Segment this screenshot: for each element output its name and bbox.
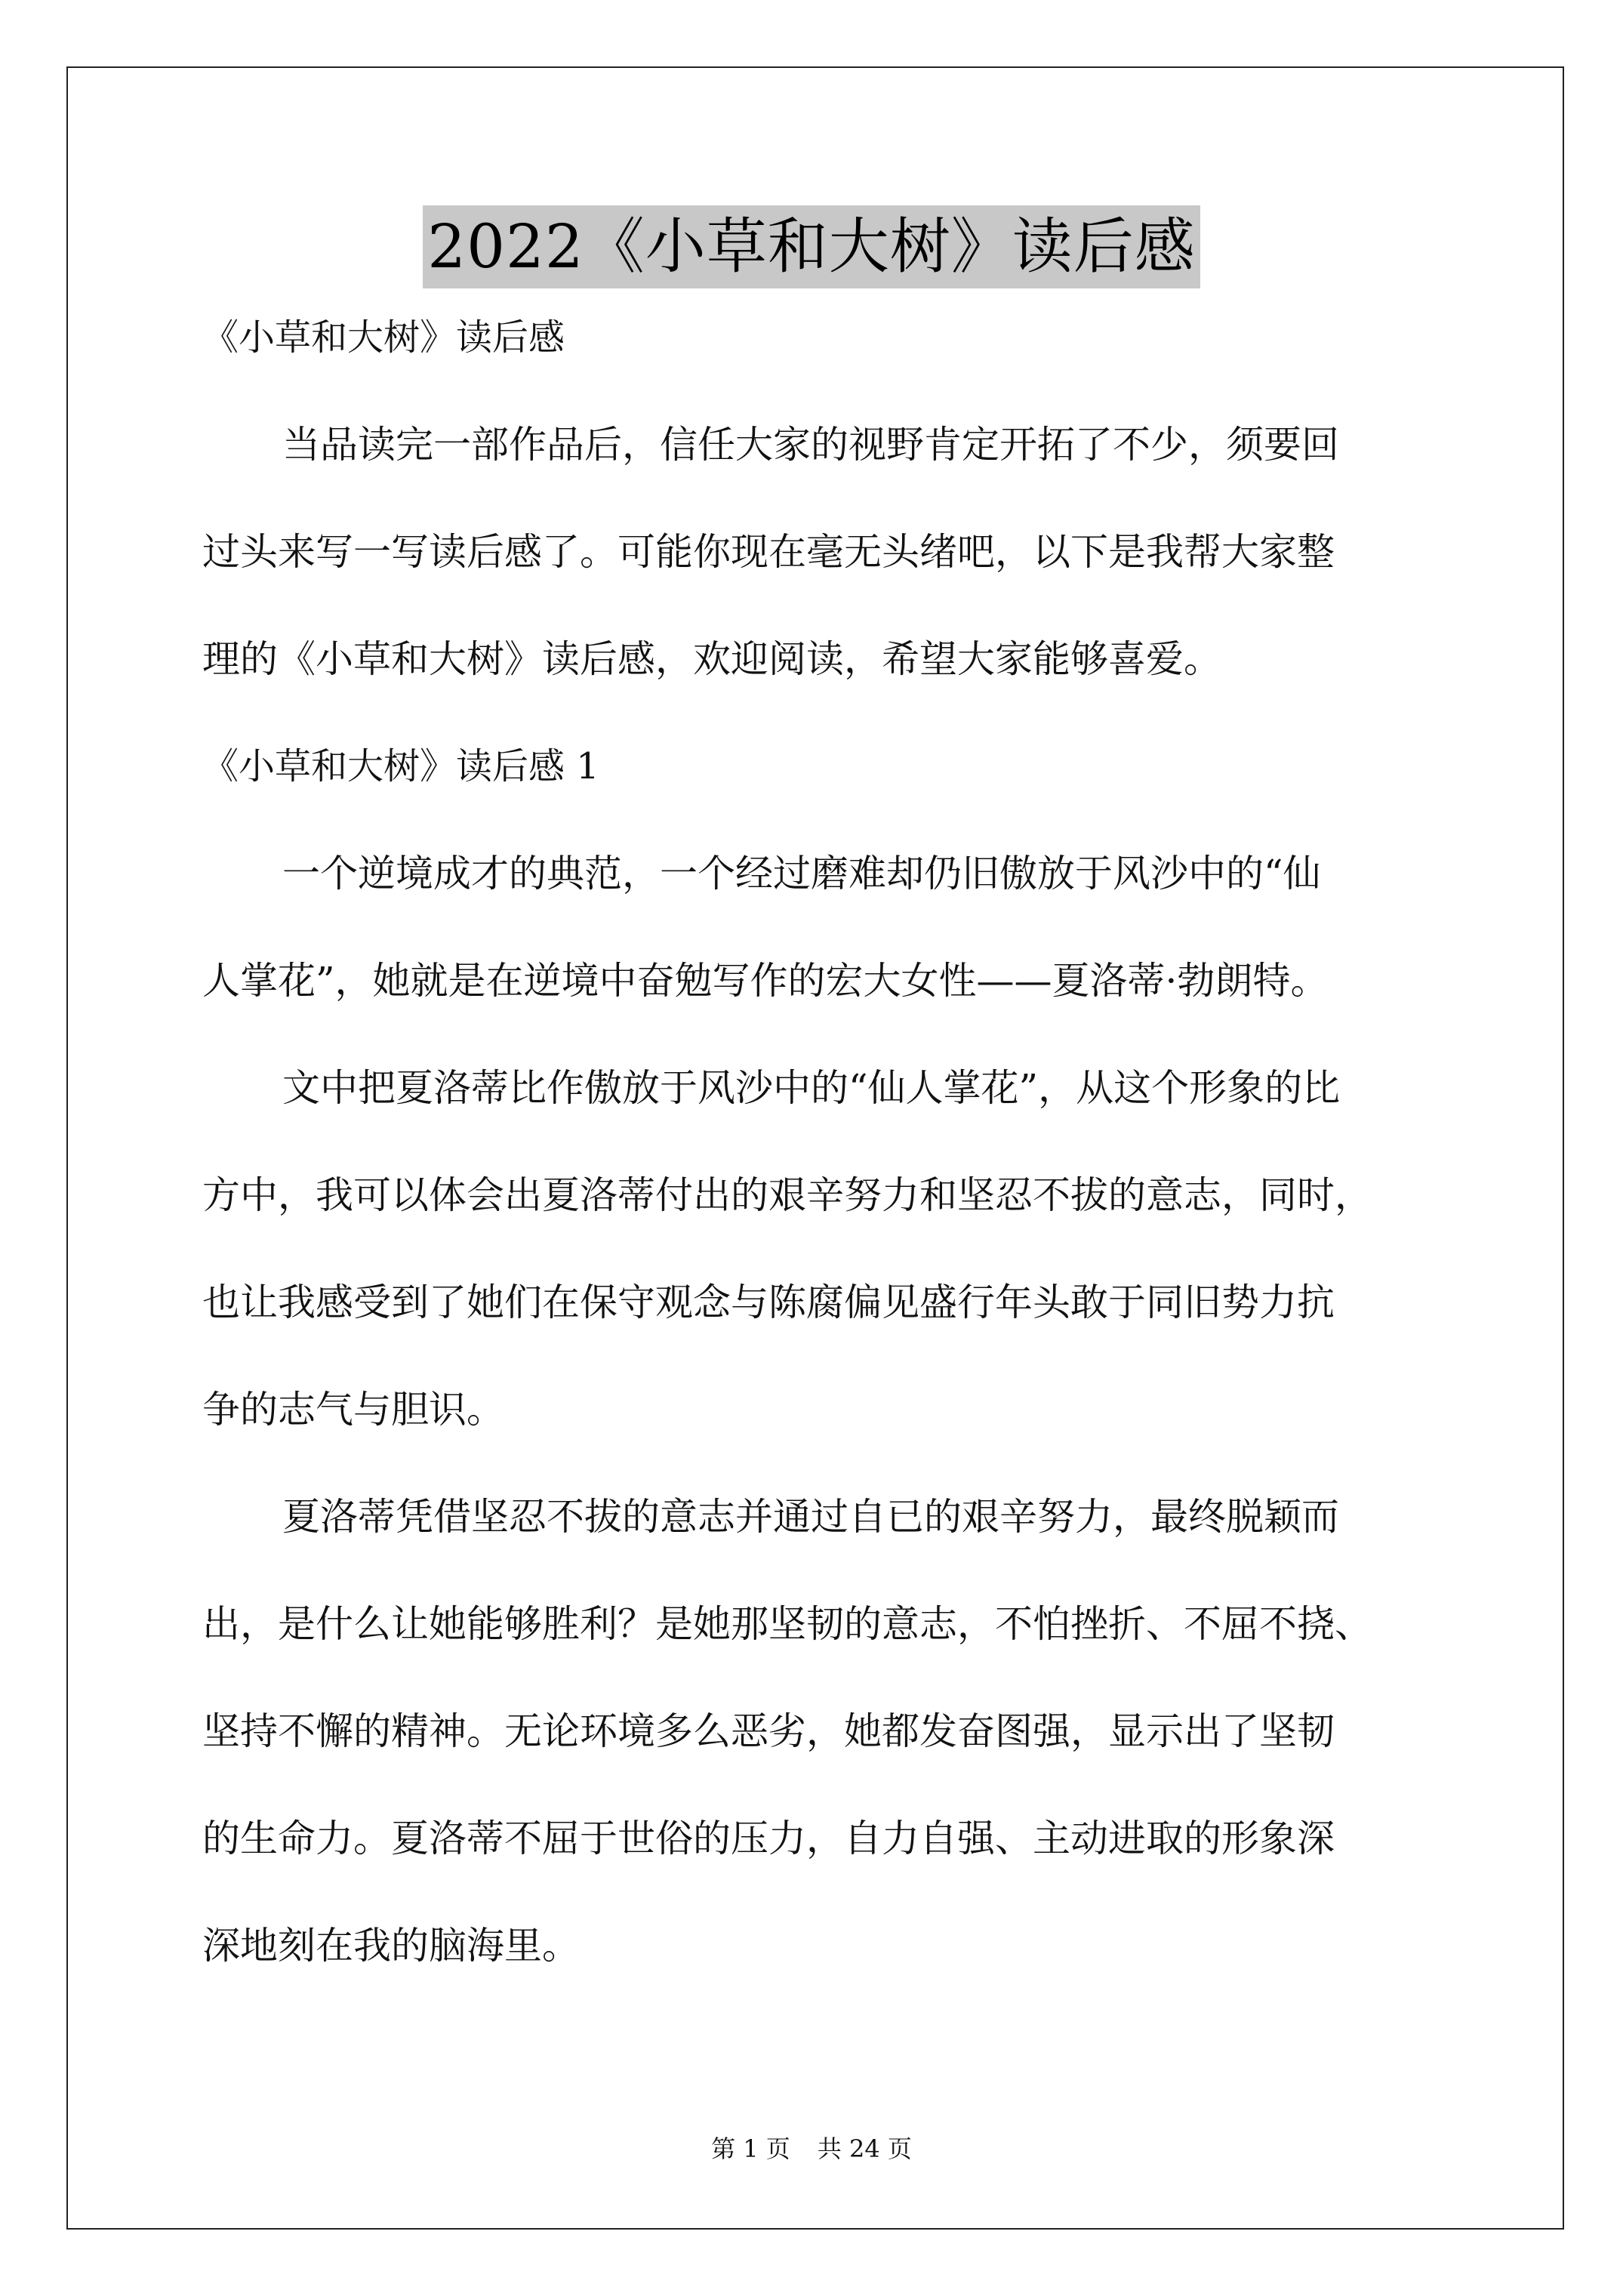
paragraph-line: 人掌花”，她就是在逆境中奋勉写作的宏大女性——夏洛蒂·勃朗特。 [202, 959, 1329, 1003]
paragraph-line: 深地刻在我的脑海里。 [202, 1924, 580, 1968]
paragraph-line: 当品读完一部作品后，信任大家的视野肯定开拓了不少，须要回 [282, 423, 1339, 467]
title-container [0, 205, 1623, 288]
paragraph-line: 夏洛蒂凭借坚忍不拔的意志并通过自已的艰辛努力，最终脱颖而 [282, 1495, 1339, 1539]
section-heading: 《小草和大树》读后感 1 [202, 745, 599, 787]
paragraph-line: 方中，我可以体会出夏洛蒂付出的艰辛努力和坚忍不拔的意志，同时， [202, 1173, 1372, 1217]
paragraph-line: 一个逆境成才的典范，一个经过磨难却仍旧傲放于风沙中的“仙 [282, 852, 1321, 895]
section-heading: 《小草和大树》读后感 [202, 316, 565, 359]
paragraph-line: 争的志气与胆识。 [202, 1388, 504, 1432]
paragraph-line: 也让我感受到了她们在保守观念与陈腐偏见盛行年头敢于同旧势力抗 [202, 1281, 1335, 1324]
paragraph-line: 的生命力。夏洛蒂不屈于世俗的压力，自力自强、主动进取的形象深 [202, 1817, 1335, 1860]
document-body [202, 311, 1440, 1972]
page-number-current: 第 1 页 [711, 2134, 790, 2163]
paragraph-line: 过头来写一写读后感了。可能你现在毫无头绪吧，以下是我帮大家整 [202, 530, 1335, 574]
page-footer [0, 2134, 1623, 2164]
paragraph-line: 文中把夏洛蒂比作傲放于风沙中的“仙人掌花”，从这个形象的比 [282, 1066, 1341, 1110]
paragraph-line: 出，是什么让她能够胜利？是她那坚韧的意志，不怕挫折、不屈不挠、 [202, 1602, 1372, 1646]
document-title: 2022《小草和大树》读后感 [423, 205, 1200, 288]
paragraph-line: 理的《小草和大树》读后感，欢迎阅读，希望大家能够喜爱。 [202, 637, 1221, 681]
page-number-total: 共 24 页 [817, 2134, 912, 2163]
paragraph-line: 坚持不懈的精神。无论环境多么恶劣，她都发奋图强，显示出了坚韧 [202, 1709, 1335, 1753]
